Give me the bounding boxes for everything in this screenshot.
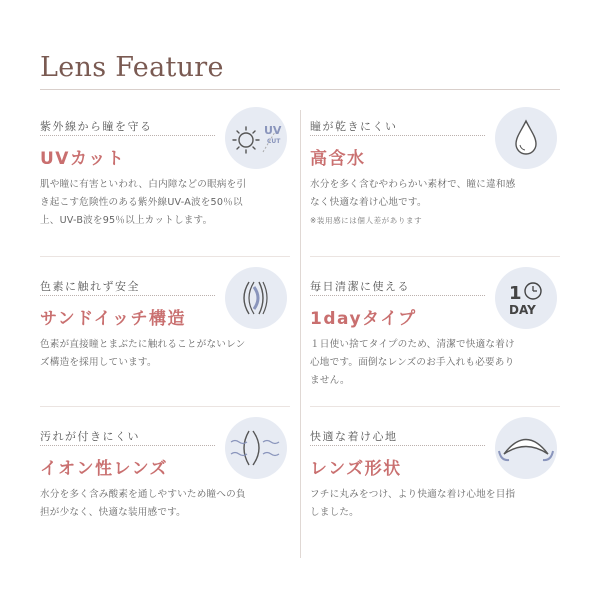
- feature-subtitle: 色素に触れず安全: [40, 280, 140, 293]
- feature-subtitle: 毎日清潔に使える: [310, 280, 410, 293]
- feature-sandwich: [40, 278, 290, 418]
- feature-1day: [310, 278, 560, 418]
- feature-subtitle: 汚れが付きにくい: [40, 430, 140, 443]
- feature-uv-cut: [40, 118, 290, 258]
- column-divider: [300, 110, 301, 558]
- dotted-divider: [40, 295, 215, 296]
- feature-heading: 1dayタイプ: [310, 309, 417, 329]
- feature-note: ※装用感には個人差があります: [310, 216, 423, 225]
- one-day-clock-icon: [495, 267, 557, 329]
- dotted-divider: [40, 445, 215, 446]
- sandwich-lens-icon: [225, 267, 287, 329]
- uv-icon-label: UV: [264, 124, 282, 137]
- cut-icon-label: CUT: [267, 138, 281, 145]
- dotted-divider: [310, 295, 485, 296]
- feature-subtitle: 紫外線から瞳を守る: [40, 120, 153, 133]
- feature-heading: UVカット: [40, 149, 126, 169]
- feature-heading: イオン性レンズ: [40, 459, 169, 479]
- feature-heading: サンドイッチ構造: [40, 309, 186, 329]
- feature-heading: レンズ形状: [310, 459, 402, 479]
- feature-ionic: [40, 428, 290, 568]
- feature-subtitle: 快適な着け心地: [310, 430, 398, 443]
- one-icon-label: 1: [509, 283, 522, 304]
- ionic-lens-icon: [225, 417, 287, 479]
- feature-description: 水分を多く含み酸素を通しやすいため瞳への負担が少なく、快適な装用感です。: [40, 489, 246, 518]
- uv-cut-icon: [225, 107, 287, 169]
- dotted-divider: [310, 445, 485, 446]
- feature-description: 肌や瞳に有害といわれ、白内障などの眼病を引き起こす危険性のある紫外線UV-A波を50％以上、UV-B波を95％以上カットします。: [40, 179, 247, 226]
- water-drop-icon: [495, 107, 557, 169]
- dotted-divider: [310, 135, 485, 136]
- feature-description: １日使い捨てタイプのため、清潔で快適な着け心地です。面倒なレンズのお手入れも必要ありません。: [310, 339, 515, 386]
- feature-heading: 高含水: [310, 149, 366, 169]
- feature-high-water: [310, 118, 560, 258]
- day-icon-label: DAY: [509, 303, 536, 317]
- feature-description: 水分を多く含むやわらかい素材で、瞳に違和感なく快適な着け心地です。: [310, 179, 516, 208]
- feature-subtitle: 瞳が乾きにくい: [310, 120, 398, 133]
- dotted-divider: [40, 135, 215, 136]
- feature-description: フチに丸みをつけ、より快適な着け心地を目指しました。: [310, 489, 516, 518]
- feature-description: 色素が直接瞳とまぶたに触れることがないレンズ構造を採用しています。: [40, 339, 246, 368]
- page-title: Lens Feature: [40, 52, 224, 83]
- feature-lens-shape: [310, 428, 560, 568]
- title-divider: [40, 89, 560, 90]
- lens-shape-icon: [495, 417, 557, 479]
